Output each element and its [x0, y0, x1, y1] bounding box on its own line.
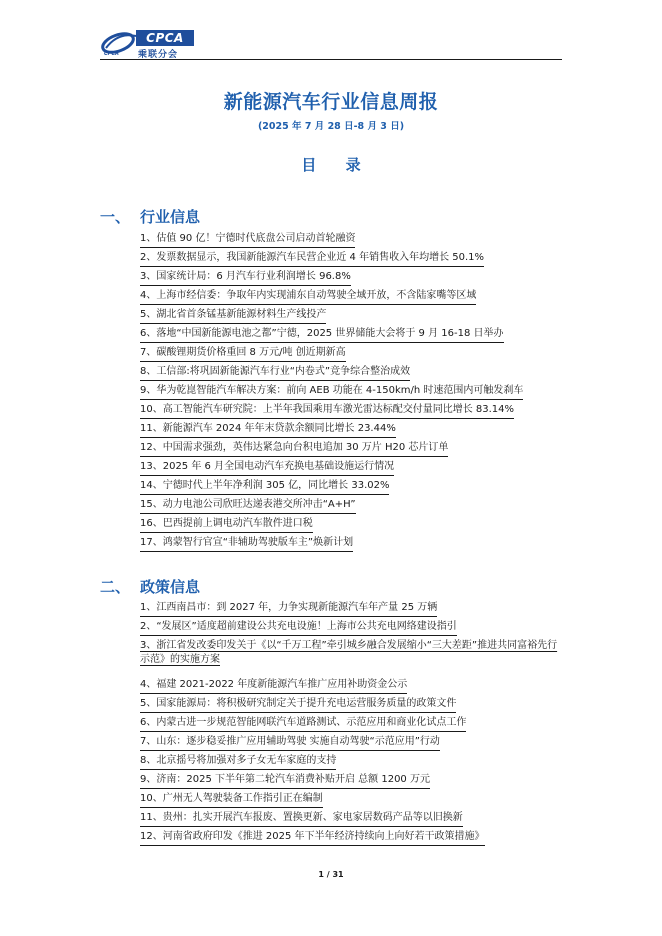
- toc-item[interactable]: 13、2025 年 6 月全国电动汽车充换电基础设施运行情况: [140, 460, 394, 476]
- toc-item[interactable]: 12、河南省政府印发《推进 2025 年下半年经济持续向上向好若干政策措施》: [140, 830, 485, 846]
- logo-cn-text: 乘联分会: [138, 50, 179, 60]
- toc-item[interactable]: 15、动力电池公司欣旺达递表港交所冲击“A+H”: [140, 498, 356, 514]
- toc-item[interactable]: 10、广州无人驾驶装备工作指引正在编制: [140, 792, 323, 808]
- toc-item[interactable]: 12、中国需求强劲，英伟达紧急向台积电追加 30 万片 H20 芯片订单: [140, 441, 448, 457]
- cpca-logo: [100, 28, 200, 62]
- toc-item[interactable]: 3、国家统计局：6 月汽车行业利润增长 96.8%: [140, 270, 351, 286]
- toc-item[interactable]: 7、山东：逐步稳妥推广应用辅助驾驶 实施自动驾驶“示范应用”行动: [140, 735, 440, 751]
- logo-en-text: CPCA: [104, 51, 119, 57]
- section-heading-policy: [100, 576, 200, 597]
- toc-item[interactable]: 5、湖北省首条锰基新能源材料生产线投产: [140, 308, 326, 324]
- toc-item[interactable]: 1、江西南昌市：到 2027 年，力争实现新能源汽车年产量 25 万辆: [140, 601, 437, 617]
- toc-item[interactable]: 1、估值 90 亿！宁德时代底盘公司启动首轮融资: [140, 232, 355, 248]
- section-heading-industry: [100, 206, 200, 227]
- toc-item[interactable]: 6、内蒙古进一步规范智能网联汽车道路测试、示范应用和商业化试点工作: [140, 716, 466, 732]
- toc-item[interactable]: 9、华为乾崑智能汽车解决方案：前向 AEB 功能在 4-150km/h 时速范围内可触发刹车: [140, 384, 523, 400]
- toc-item[interactable]: 7、碳酸锂期货价格重回 8 万元/吨 创近期新高: [140, 346, 346, 362]
- section-title: 政策信息: [140, 578, 201, 596]
- toc-item[interactable]: 8、北京摇号将加强对多子女无车家庭的支持: [140, 754, 336, 770]
- report-title: 新能源汽车行业信息周报: [223, 91, 439, 113]
- toc-item[interactable]: 5、国家能源局：将积极研究制定关于提升充电运营服务质量的政策文件: [140, 697, 456, 713]
- toc-item[interactable]: 4、福建 2021-2022 年度新能源汽车推广应用补助资金公示: [140, 678, 407, 694]
- toc-item[interactable]: 16、巴西提前上调电动汽车散件进口税: [140, 517, 313, 533]
- toc-item[interactable]: 2、“发展区”适度超前建设公共充电设施！上海市公共充电网络建设指引: [140, 620, 457, 636]
- section-number: 一、: [100, 208, 131, 226]
- toc-item[interactable]: 14、宁德时代上半年净利润 305 亿，同比增长 33.02%: [140, 479, 389, 495]
- toc-item[interactable]: 2、发票数据显示，我国新能源汽车民营企业近 4 年销售收入年均增长 50.1%: [140, 251, 484, 267]
- toc-item[interactable]: 6、落地“中国新能源电池之都”宁德，2025 世界储能大会将于 9 月 16-18 日举办: [140, 327, 504, 343]
- report-date-range: (2025 年 7 月 28 日-8 月 3 日): [257, 121, 405, 132]
- logo-text: CPCA: [136, 30, 194, 46]
- toc-item[interactable]: 11、新能源汽车 2024 年年末贷款余额同比增长 23.44%: [140, 422, 396, 438]
- toc-item[interactable]: 3、浙江省发改委印发关于《以“千万工程”牵引城乡融合发展缩小“三大差距”推进共同富裕先行示范》的实施方案: [140, 640, 558, 665]
- toc-item[interactable]: 8、工信部:将巩固新能源汽车行业“内卷式”竞争综合整治成效: [140, 365, 410, 381]
- toc-item[interactable]: 4、上海市经信委：争取年内实现浦东自动驾驶全域开放，不含陆家嘴等区域: [140, 289, 476, 305]
- section-number: 二、: [100, 578, 131, 596]
- page-number: 1 / 31: [318, 870, 344, 879]
- toc-item[interactable]: 17、鸿蒙智行官宣“非辅助驾驶版车主”焕新计划: [140, 536, 353, 552]
- section-title: 行业信息: [140, 208, 201, 226]
- toc-item[interactable]: 11、贵州：扎实开展汽车报废、置换更新、家电家居数码产品等以旧换新: [140, 811, 463, 827]
- toc-item[interactable]: 10、高工智能汽车研究院：上半年我国乘用车激光雷达标配交付量同比增长 83.14%: [140, 403, 514, 419]
- toc-title: 目 录: [301, 156, 373, 174]
- toc-item[interactable]: 9、济南：2025 下半年第二轮汽车消费补贴开启 总额 1200 万元: [140, 773, 430, 789]
- header-divider: [100, 59, 562, 60]
